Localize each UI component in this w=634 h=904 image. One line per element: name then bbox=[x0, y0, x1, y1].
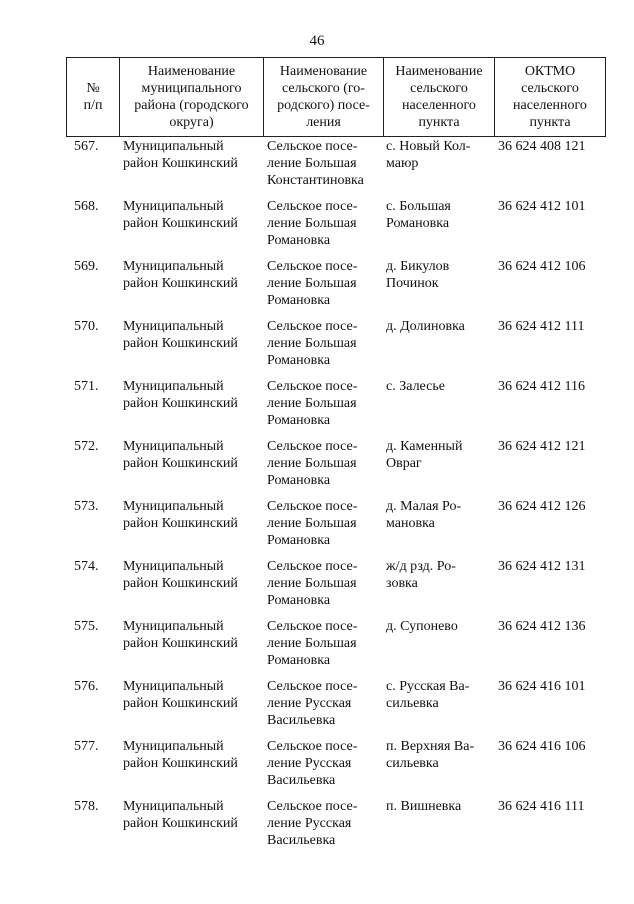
table-row bbox=[66, 616, 605, 676]
row-oktmo: 36 624 416 106 bbox=[498, 739, 586, 754]
row-oktmo: 36 624 416 111 bbox=[498, 799, 585, 814]
row-locality: п. Вишневка bbox=[386, 799, 462, 814]
row-district: Муниципальный район Кошкинский bbox=[123, 799, 238, 831]
table-body bbox=[66, 136, 605, 856]
row-locality: д. Каменный Овраг bbox=[386, 439, 463, 471]
row-oktmo: 36 624 412 111 bbox=[498, 319, 585, 334]
row-locality: п. Верхняя Ва- сильевка bbox=[386, 739, 475, 771]
row-number: 577. bbox=[74, 739, 99, 754]
row-district: Муниципальный район Кошкинский bbox=[123, 199, 238, 231]
table-row bbox=[66, 796, 605, 856]
row-locality: д. Супонево bbox=[386, 619, 458, 634]
row-oktmo: 36 624 412 131 bbox=[498, 559, 586, 574]
table-row bbox=[66, 496, 605, 556]
row-oktmo: 36 624 412 136 bbox=[498, 619, 586, 634]
row-locality: д. Малая Ро- мановка bbox=[386, 499, 462, 531]
row-oktmo: 36 624 412 126 bbox=[498, 499, 586, 514]
row-settlement: Сельское посе- ление Большая Романовка bbox=[267, 259, 358, 308]
header-locality: Наименование сельского населенного пункта bbox=[384, 58, 495, 137]
table-row bbox=[66, 136, 605, 196]
row-number: 578. bbox=[74, 799, 99, 814]
row-district: Муниципальный район Кошкинский bbox=[123, 679, 238, 711]
row-number: 571. bbox=[74, 379, 99, 394]
row-number: 567. bbox=[74, 139, 99, 154]
row-district: Муниципальный район Кошкинский bbox=[123, 319, 238, 351]
row-district: Муниципальный район Кошкинский bbox=[123, 499, 238, 531]
table-row bbox=[66, 556, 605, 616]
row-district: Муниципальный район Кошкинский bbox=[123, 559, 238, 591]
row-number: 575. bbox=[74, 619, 99, 634]
row-settlement: Сельское посе- ление Большая Романовка bbox=[267, 439, 358, 488]
row-locality: с. Большая Романовка bbox=[386, 199, 451, 231]
header-settlement: Наименование сельского (го-родского) посе-ления bbox=[264, 58, 384, 137]
table-row bbox=[66, 436, 605, 496]
row-locality: с. Залесье bbox=[386, 379, 445, 394]
row-oktmo: 36 624 412 106 bbox=[498, 259, 586, 274]
row-number: 572. bbox=[74, 439, 99, 454]
row-settlement: Сельское посе- ление Большая Романовка bbox=[267, 619, 358, 668]
row-district: Муниципальный район Кошкинский bbox=[123, 259, 238, 291]
row-locality: с. Новый Кол- маюр bbox=[386, 139, 471, 171]
row-district: Муниципальный район Кошкинский bbox=[123, 619, 238, 651]
row-district: Муниципальный район Кошкинский bbox=[123, 739, 238, 771]
row-oktmo: 36 624 408 121 bbox=[498, 139, 586, 154]
row-number: 569. bbox=[74, 259, 99, 274]
row-number: 568. bbox=[74, 199, 99, 214]
table-row bbox=[66, 256, 605, 316]
page-number: 46 bbox=[309, 33, 325, 49]
row-settlement: Сельское посе- ление Большая Романовка bbox=[267, 499, 358, 548]
table-row bbox=[66, 736, 605, 796]
row-settlement: Сельское посе- ление Большая Романовка bbox=[267, 379, 358, 428]
table-row bbox=[66, 376, 605, 436]
row-locality: ж/д рзд. Ро- зовка bbox=[386, 559, 456, 591]
row-locality: д. Бикулов Починок bbox=[386, 259, 450, 291]
row-district: Муниципальный район Кошкинский bbox=[123, 439, 238, 471]
table-row bbox=[66, 316, 605, 376]
row-locality: с. Русская Ва- сильевка bbox=[386, 679, 470, 711]
row-oktmo: 36 624 412 116 bbox=[498, 379, 585, 394]
row-district: Муниципальный район Кошкинский bbox=[123, 379, 238, 411]
row-settlement: Сельское посе- ление Большая Романовка bbox=[267, 559, 358, 608]
header-number: № п/п bbox=[67, 58, 120, 137]
row-settlement: Сельское посе- ление Большая Константиновка bbox=[267, 139, 364, 188]
row-oktmo: 36 624 412 121 bbox=[498, 439, 586, 454]
row-district: Муниципальный район Кошкинский bbox=[123, 139, 238, 171]
row-number: 574. bbox=[74, 559, 99, 574]
table-row bbox=[66, 196, 605, 256]
row-number: 573. bbox=[74, 499, 99, 514]
row-oktmo: 36 624 412 101 bbox=[498, 199, 586, 214]
row-settlement: Сельское посе- ление Русская Васильевка bbox=[267, 739, 358, 788]
table-header bbox=[66, 57, 606, 137]
row-settlement: Сельское посе- ление Большая Романовка bbox=[267, 199, 358, 248]
header-district: Наименование муниципального района (городского округа) bbox=[120, 58, 264, 137]
header-oktmo: ОКТМО сельского населенного пункта bbox=[495, 58, 606, 137]
row-settlement: Сельское посе- ление Русская Васильевка bbox=[267, 799, 358, 848]
table-row bbox=[66, 676, 605, 736]
row-settlement: Сельское посе- ление Большая Романовка bbox=[267, 319, 358, 368]
row-settlement: Сельское посе- ление Русская Васильевка bbox=[267, 679, 358, 728]
row-locality: д. Долиновка bbox=[386, 319, 465, 334]
row-oktmo: 36 624 416 101 bbox=[498, 679, 586, 694]
row-number: 570. bbox=[74, 319, 99, 334]
row-number: 576. bbox=[74, 679, 99, 694]
